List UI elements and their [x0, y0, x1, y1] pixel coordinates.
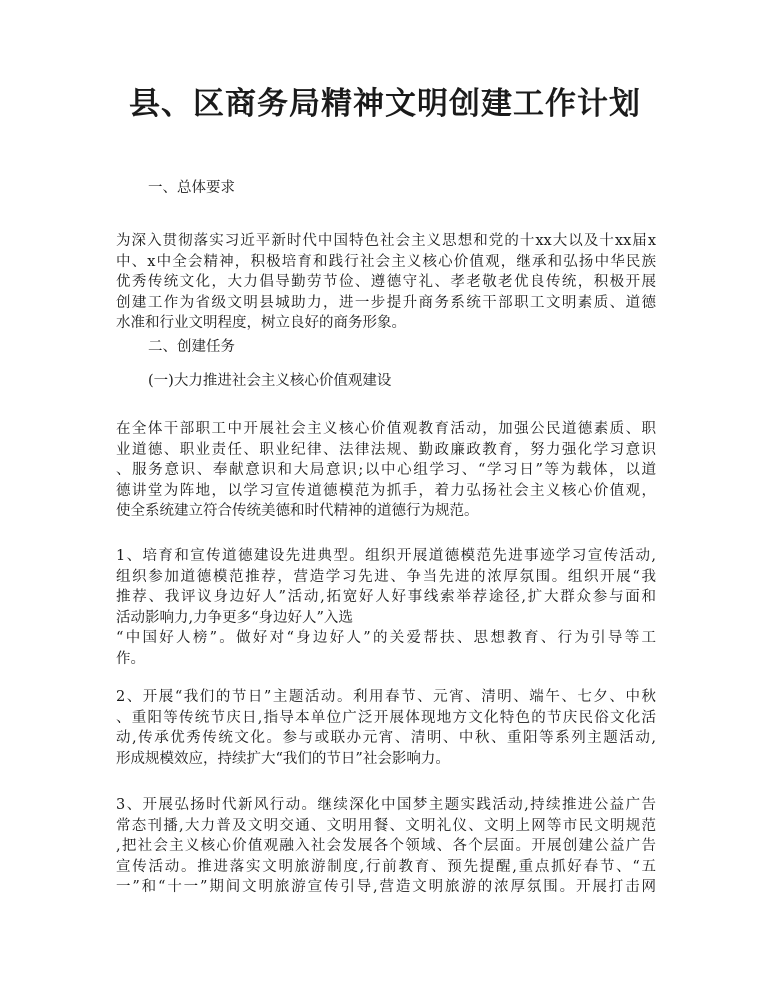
paragraph-line: 活动影响力,力争更多“身边好人”入选: [116, 609, 353, 626]
paragraph-line: 作。: [116, 650, 145, 667]
paragraph-line: 业道德、职业责任、职业纪律、法律法规、勤政廉政教育，努力强化学习意识: [116, 441, 656, 458]
paragraph-line: 动,传承优秀传统文化。参与或联办元宵、清明、中秋、重阳等系列主题活动,: [116, 730, 656, 747]
item-2-paragraph: [116, 687, 656, 769]
paragraph-line: ,把社会主义核心价值观融入社会发展各个领域、各个层面。开展创建公益广告: [116, 838, 656, 855]
section-heading-general-requirements: 一、总体要求: [148, 180, 235, 196]
paragraph-line: 、重阳等传统节庆日,指导本单位广泛开展体现地方文化特色的节庆民俗文化活: [116, 709, 656, 726]
paragraph-line: 一”和“十一”期间文明旅游宣传引导,营造文明旅游的浓厚氛围。开展打击网: [116, 879, 656, 896]
paragraph-line: 形成规模效应，持续扩大“我们的节日”社会影响力。: [116, 750, 450, 767]
paragraph-line: 使全系统建立符合传统美德和时代精神的道德行为规范。: [116, 503, 479, 520]
paragraph-line: 为深入贯彻落实习近平新时代中国特色社会主义思想和党的十xx大以及十xx届x: [116, 233, 656, 249]
paragraph-line: 组织参加道德模范推荐，营造学习先进、争当先进的浓厚氛围。组织开展“我: [116, 568, 656, 585]
subsection-heading-core-values: (一)大力推进社会主义核心价值观建设: [148, 373, 392, 389]
paragraph-line: 1、培育和宣传道德建设先进典型。组织开展道德模范先进事迹学习宣传活动,: [116, 548, 656, 564]
item-1-paragraph: [116, 546, 656, 670]
paragraph-line: 优秀传统文化，大力倡导勤劳节俭、遵德守礼、孝老敬老优良传统，积极开展: [116, 274, 656, 291]
item-3-paragraph: [116, 795, 656, 898]
document-title: 县、区商务局精神文明创建工作计划: [129, 86, 641, 122]
paragraph-line: 、服务意识、奉献意识和大局意识;以中心组学习、“学习日”等为载体，以道: [116, 462, 656, 479]
paragraph-line: 创建工作为省级文明县城助力，进一步提升商务系统干部职工文明素质、道德: [116, 294, 656, 311]
paragraph-line: 推荐、我评议身边好人”活动,拓宽好人好事线索举荐途径,扩大群众参与面和: [116, 589, 656, 606]
section-heading-tasks: 二、创建任务: [148, 339, 235, 355]
paragraph-line: 3、开展弘扬时代新风行动。继续深化中国梦主题实践活动,持续推进公益广告: [116, 797, 656, 813]
paragraph-line: 水准和行业文明程度，树立良好的商务形象。: [116, 315, 406, 332]
paragraph-line: 中、x中全会精神，积极培育和践行社会主义核心价值观，继承和弘扬中华民族: [116, 253, 656, 270]
intro-paragraph: [116, 231, 656, 334]
paragraph-line: 在全体干部职工中开展社会主义核心价值观教育活动，加强公民道德素质、职: [116, 421, 656, 437]
core-values-paragraph: [116, 419, 656, 522]
paragraph-line: “中国好人榜”。做好对“身边好人”的关爱帮扶、思想教育、行为引导等工: [116, 630, 656, 647]
paragraph-line: 宣传活动。推进落实文明旅游制度,行前教育、预先提醒,重点抓好春节、“五: [116, 858, 656, 875]
paragraph-line: 2、开展“我们的节日”主题活动。利用春节、元宵、清明、端午、七夕、中秋: [116, 689, 656, 705]
paragraph-line: 德讲堂为阵地，以学习宣传道德模范为抓手，着力弘扬社会主义核心价值观，: [116, 482, 656, 499]
paragraph-line: 常态刊播,大力普及文明交通、文明用餐、文明礼仪、文明上网等市民文明规范: [116, 817, 656, 834]
